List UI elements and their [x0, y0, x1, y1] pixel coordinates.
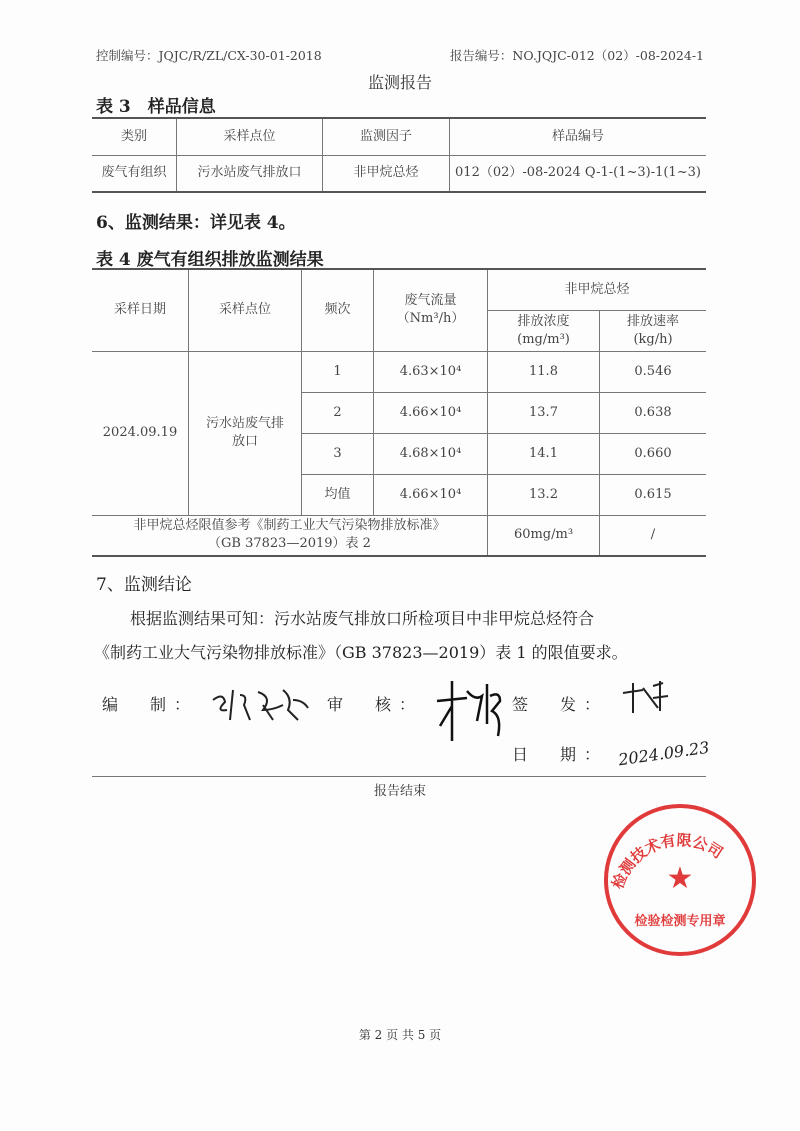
- cell: 均值: [302, 474, 374, 515]
- issuer-label: 签 发：: [512, 695, 609, 714]
- cell: 11.8: [488, 351, 600, 392]
- cell: 012（02）-08-2024 Q-1-(1~3)-1(1~3): [450, 155, 707, 192]
- cell: 3: [302, 433, 374, 474]
- col-header-date: 采样日期: [92, 269, 189, 351]
- cell: 0.638: [600, 392, 707, 433]
- flow-unit: （Nm³/h）: [396, 311, 465, 327]
- compiler-signature: [208, 680, 318, 730]
- cell: 1: [302, 351, 374, 392]
- conc-unit: (mg/m³): [517, 331, 570, 347]
- section6-heading: 6、监测结果：详见表 4。: [96, 213, 296, 233]
- date-label: 日 期：: [512, 745, 609, 764]
- svg-text:★: ★: [666, 861, 694, 896]
- cell: 2: [302, 392, 374, 433]
- compiler-label: 编 制：: [102, 695, 199, 714]
- table4-title: 表 4 废气有组织排放监测结果: [96, 250, 324, 270]
- divider: [92, 776, 706, 777]
- issuer-signature: [618, 678, 678, 718]
- report-number: 报告编号：NO.JQJC-012（02）-08-2024-1: [449, 48, 704, 63]
- page-title: 监测报告: [367, 73, 432, 92]
- cell: 非甲烷总烃: [323, 155, 450, 192]
- col-header-nmhc: 非甲烷总烃: [488, 269, 707, 310]
- cell: 14.1: [488, 433, 600, 474]
- control-number: 控制编号：JQJC/R/ZL/CX-30-01-2018: [96, 48, 322, 63]
- cell: 污水站废气排放口: [177, 155, 323, 192]
- cell: 4.66×10⁴: [374, 392, 488, 433]
- col-header: 监测因子: [323, 118, 450, 155]
- conclusion-line2: 《制药工业大气污染物排放标准》（GB 37823—2019）表 1 的限值要求。: [94, 643, 628, 662]
- end-of-report: 报告结束: [373, 784, 426, 799]
- cell: 4.63×10⁴: [374, 351, 488, 392]
- svg-text:检验检测专用章: 检验检测专用章: [634, 914, 726, 929]
- cell: 4.66×10⁴: [374, 474, 488, 515]
- signed-date: 2024.09.23: [617, 737, 711, 770]
- cell: 0.660: [600, 433, 707, 474]
- cell-date: 2024.09.19: [92, 351, 189, 515]
- col-header-site: 采样点位: [189, 269, 302, 351]
- section7-heading: 7、监测结论: [96, 575, 192, 595]
- col-header: 样品编号: [450, 118, 707, 155]
- rate-unit: (kg/h): [633, 331, 673, 347]
- col-header: 类别: [92, 118, 177, 155]
- results-table: [92, 268, 706, 557]
- limit-row: [92, 515, 706, 556]
- limit-rate: /: [600, 515, 707, 556]
- cell: 4.68×10⁴: [374, 433, 488, 474]
- cell: 13.7: [488, 392, 600, 433]
- page-number: 第 2 页 共 5 页: [358, 1028, 442, 1042]
- limit-conc: 60mg/m³: [488, 515, 600, 556]
- reviewer-label: 审 核：: [327, 695, 424, 714]
- col-header-flow: 废气流量: [404, 293, 457, 309]
- limit-label: 非甲烷总烃限值参考《制药工业大气污染物排放标准》（GB 37823—2019）表 2: [92, 515, 488, 556]
- cell: 0.615: [600, 474, 707, 515]
- table3-title: 表 3 样品信息: [96, 97, 216, 117]
- svg-text:检测技术有限公司: 检测技术有限公司: [608, 831, 727, 892]
- cell: 0.546: [600, 351, 707, 392]
- cell-site: 污水站废气排放口: [189, 351, 302, 515]
- cell: 废气有组织: [92, 155, 177, 192]
- col-header-conc: 排放浓度: [517, 313, 570, 329]
- reviewer-signature: [432, 676, 502, 746]
- cell: 13.2: [488, 474, 600, 515]
- col-header: 采样点位: [177, 118, 323, 155]
- col-header-freq: 频次: [302, 269, 374, 351]
- conclusion-line1: 根据监测结果可知：污水站废气排放口所检项目中非甲烷总烃符合: [130, 609, 595, 628]
- col-header-rate: 排放速率: [626, 313, 679, 329]
- sample-info-table: [92, 117, 706, 193]
- official-stamp: [600, 800, 760, 960]
